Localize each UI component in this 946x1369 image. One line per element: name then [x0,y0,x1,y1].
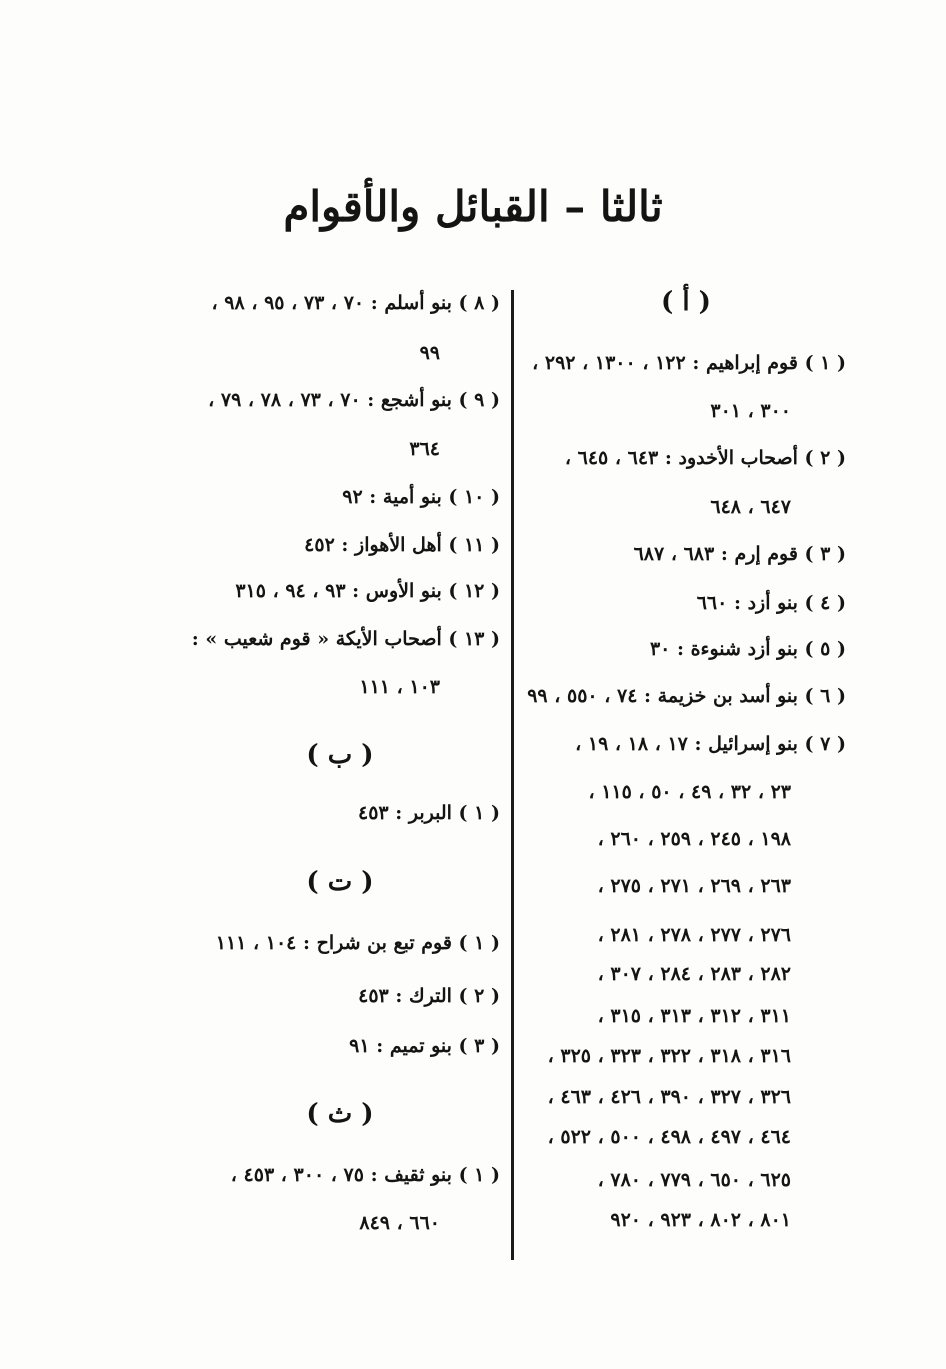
column-divider [511,290,514,1260]
page-title: ثالثا – القبائل والأقوام [283,182,663,231]
entry-line: ( ١ ) البربر : ٤٥٣ [358,802,500,824]
entry-continuation: ٤٦٤ ، ٤٩٧ ، ٤٩٨ ، ٥٠٠ ، ٥٢٢ ، [547,1126,791,1148]
entry-line: ( ١١ ) أهل الأهواز : ٤٥٢ [304,534,500,556]
entry-continuation: ٢٣ ، ٣٢ ، ٤٩ ، ٥٠ ، ١١٥ ، [588,781,791,803]
entry-continuation: ٣١١ ، ٣١٢ ، ٣١٣ ، ٣١٥ ، [597,1005,791,1027]
entry-continuation: ٢٦٣ ، ٢٦٩ ، ٢٧١ ، ٢٧٥ ، [597,875,791,897]
entry-line: ( ٨ ) بنو أسلم : ٧٠ ، ٧٣ ، ٩٥ ، ٩٨ ، [211,292,500,314]
entry-continuation: ٩٩ [419,342,440,364]
entry-continuation: ١٠٣ ، ١١١ [359,676,440,698]
entry-continuation: ٦٦٠ ، ٨٤٩ [359,1212,440,1234]
entry-line: ( ٥ ) بنو أزد شنوءة : ٣٠ [649,638,846,660]
section-heading-alif: ( أ ) [661,287,711,317]
section-heading-tha: ( ث ) [306,1099,374,1129]
entry-line: ( ٣ ) بنو تميم : ٩١ [349,1035,500,1057]
entry-line: ( ١٢ ) بنو الأوس : ٩٣ ، ٩٤ ، ٣١٥ [235,580,500,602]
section-heading-ta: ( ت ) [306,867,374,897]
entry-continuation: ٣٠٠ ، ٣٠١ [710,400,791,422]
entry-line: ( ٦ ) بنو أسد بن خزيمة : ٧٤ ، ٥٥٠ ، ٩٩ [527,685,846,707]
entry-continuation: ٣١٦ ، ٣١٨ ، ٣٢٢ ، ٣٢٣ ، ٣٢٥ ، [547,1045,791,1067]
entry-continuation: ٣٦٤ [409,438,440,460]
entry-line: ( ٤ ) بنو أزد : ٦٦٠ [696,592,846,614]
entry-line: ( ١ ) قوم تبع بن شراح : ١٠٤ ، ١١١ [215,932,500,954]
entry-continuation: ٦٢٥ ، ٦٥٠ ، ٧٧٩ ، ٧٨٠ ، [597,1169,791,1191]
section-heading-ba: ( ب ) [306,740,374,770]
entry-line: ( ١ ) بنو ثقيف : ٧٥ ، ٣٠٠ ، ٤٥٣ ، [230,1164,500,1186]
entry-line: ( ١٠ ) بنو أمية : ٩٢ [342,486,500,508]
entry-continuation: ١٩٨ ، ٢٤٥ ، ٢٥٩ ، ٢٦٠ ، [597,828,791,850]
entry-line: ( ٩ ) بنو أشجع : ٧٠ ، ٧٣ ، ٧٨ ، ٧٩ ، [208,389,500,411]
entry-continuation: ٦٤٧ ، ٦٤٨ [710,496,791,518]
entry-line: ( ٢ ) أصحاب الأخدود : ٦٤٣ ، ٦٤٥ ، [564,447,846,469]
entry-line: ( ١ ) قوم إبراهيم : ١٢٢ ، ١٣٠٠ ، ٢٩٢ ، [532,352,846,374]
entry-line: ( ٣ ) قوم إرم : ٦٨٣ ، ٦٨٧ [633,543,846,565]
entry-line: ( ١٣ ) أصحاب الأيكة « قوم شعيب » : [191,628,500,650]
entry-continuation: ٣٢٦ ، ٣٢٧ ، ٣٩٠ ، ٤٢٦ ، ٤٦٣ ، [547,1086,791,1108]
entry-continuation: ٢٧٦ ، ٢٧٧ ، ٢٧٨ ، ٢٨١ ، [597,924,791,946]
entry-line: ( ٧ ) بنو إسرائيل : ١٧ ، ١٨ ، ١٩ ، [575,733,846,755]
entry-continuation: ٨٠١ ، ٨٠٢ ، ٩٢٣ ، ٩٢٠ [610,1209,791,1231]
entry-continuation: ٢٨٢ ، ٢٨٣ ، ٢٨٤ ، ٣٠٧ ، [597,963,791,985]
entry-line: ( ٢ ) الترك : ٤٥٣ [358,985,500,1007]
